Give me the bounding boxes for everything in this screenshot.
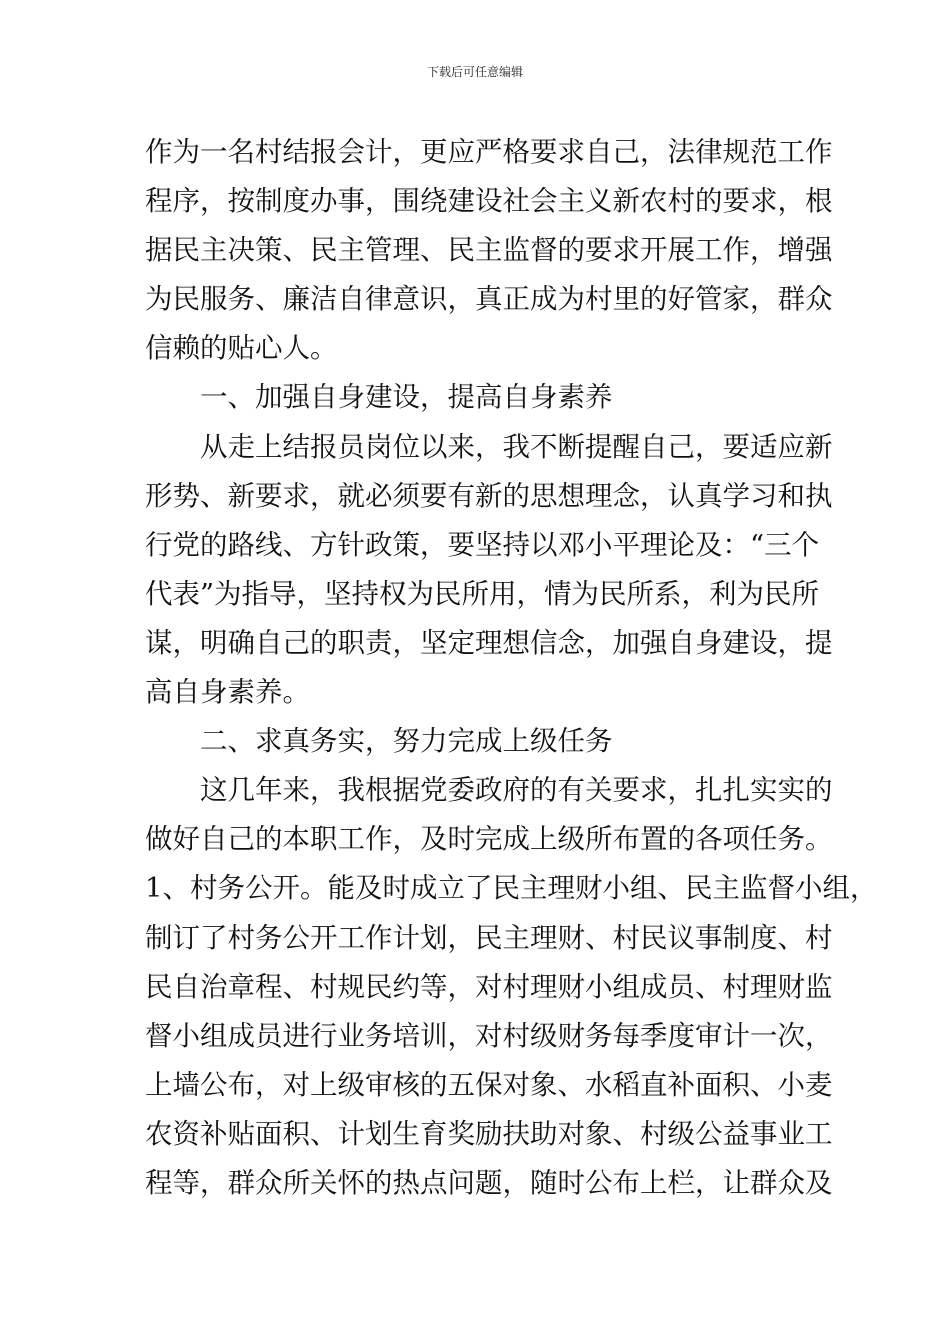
text-line: 这几年来，我根据党委政府的有关要求，扎扎实实的 (200, 774, 833, 807)
text-line: 高自身素养。 (145, 676, 310, 709)
text-line: 民自治章程、村规民约等，对村理财小组成员、村理财监 (145, 970, 833, 1003)
text-line: 信赖的贴心人。 (145, 332, 338, 365)
document-body (145, 128, 878, 1208)
page-header-note: 下载后可任意编辑 (426, 65, 523, 79)
text-line: 程等，群众所关怀的热点问题，随时公布上栏，让群众及 (145, 1166, 833, 1199)
text-line: 行党的路线、方针政策，要坚持以邓小平理论及：“三个 (145, 528, 820, 561)
text-line: 据民主决策、民主管理、民主监督的要求开展工作，增强 (145, 234, 833, 267)
text-line: 谋，明确自己的职责，坚定理想信念，加强自身建设，提 (145, 626, 833, 659)
text-line: 做好自己的本职工作，及时完成上级所布置的各项任务。 (145, 823, 833, 856)
text-line: 代表”为指导，坚持权为民所用，情为民所系，利为民所 (145, 577, 820, 610)
text-line: 程序，按制度办事，围绕建设社会主义新农村的要求，根 (145, 185, 833, 218)
text-line: 1、村务公开。能及时成立了民主理财小组、民主监督小组， (145, 872, 878, 905)
text-line: 作为一名村结报会计，更应严格要求自己，法律规范工作 (145, 136, 833, 168)
text-line: 督小组成员进行业务培训，对村级财务每季度审计一次， (145, 1019, 833, 1052)
text-line: 农资补贴面积、计划生育奖励扶助对象、村级公益事业工 (145, 1117, 833, 1150)
section-heading: 一、加强自身建设，提高自身素养 (200, 381, 613, 414)
text-line: 形势、新要求，就必须要有新的思想理念，认真学习和执 (145, 479, 833, 512)
text-line: 为民服务、廉洁自律意识，真正成为村里的好管家，群众 (145, 283, 833, 316)
text-line: 从走上结报员岗位以来，我不断提醒自己，要适应新 (200, 430, 833, 463)
section-heading: 二、求真务实，努力完成上级任务 (200, 725, 613, 758)
text-line: 上墙公布，对上级审核的五保对象、水稻直补面积、小麦 (145, 1068, 833, 1101)
text-line: 制订了村务公开工作计划，民主理财、村民议事制度、村 (145, 921, 833, 954)
